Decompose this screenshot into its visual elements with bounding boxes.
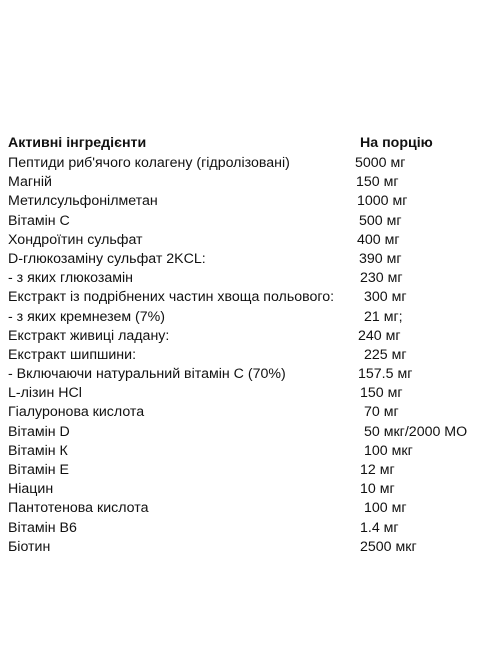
table-row [8,346,478,365]
ingredient-name: Гіалуронова кислота [8,404,145,421]
table-row [8,519,478,538]
ingredient-name: Вітамін К [8,442,68,459]
ingredient-name: L-лізин HCl [8,385,82,402]
table-row [8,461,478,480]
ingredient-amount: 150 мг [356,174,399,191]
ingredient-name: - з яких глюкозамін [8,270,133,287]
table-row [8,499,478,518]
ingredient-name: Екстракт живиці ладану: [8,327,170,344]
ingredient-amount: 21 мг; [364,308,403,325]
ingredient-amount: 150 мг [360,385,403,402]
ingredient-amount: 100 мкг [364,442,413,459]
ingredient-name: Вітамін В6 [8,519,77,536]
ingredient-name: Ніацин [8,481,54,498]
ingredient-amount: 100 мг [364,500,407,517]
ingredient-amount: 230 мг [360,270,403,287]
header-ingredient: Активні інгредієнти [8,135,147,151]
ingredient-amount: 500 мг [359,212,402,229]
ingredient-amount: 157.5 мг [358,366,413,383]
ingredient-name: Магній [8,174,52,191]
ingredient-amount: 12 мг [360,462,395,478]
table-row [8,423,478,442]
table-header [8,133,478,154]
ingredient-name: D-глюкозаміну сульфат 2KCL: [8,250,206,267]
ingredient-name: Пантотенова кислота [8,500,149,517]
table-row [8,384,478,403]
table-row [8,327,478,346]
header-amount: На порцію [360,135,433,151]
table-row [8,365,478,384]
ingredient-amount: 400 мг [357,231,400,248]
table-row [8,250,478,269]
ingredient-amount: 225 мг [364,346,407,363]
ingredient-amount: 1.4 мг [360,519,399,536]
ingredient-amount: 300 мг [364,289,407,306]
ingredient-amount: 240 мг [358,327,401,344]
ingredient-amount: 2500 мкг [360,538,417,555]
ingredient-name: Біотин [8,538,51,555]
ingredient-name: Вітамін Е [8,462,69,478]
table-row [8,231,478,250]
table-row [8,288,478,307]
table-row [8,269,478,288]
ingredient-name: Пептиди риб'ячого колагену (гідролізовані) [8,155,290,171]
ingredient-amount: 50 мкг/2000 МО [364,423,468,440]
ingredient-amount: 10 мг [360,481,395,498]
table-row [8,480,478,499]
ingredient-amount: 390 мг [359,250,402,267]
table-row [8,154,478,173]
ingredients-table [8,133,478,557]
ingredient-name: Вітамін С [8,212,70,229]
table-row [8,538,478,557]
table-row [8,308,478,327]
ingredient-name: - Включаючи натуральний вітамін С (70%) [8,366,286,383]
table-row [8,192,478,211]
ingredient-name: Вітамін D [8,423,70,440]
ingredient-name: Екстракт шипшини: [8,346,137,363]
table-row [8,403,478,422]
ingredient-amount: 5000 мг [355,155,406,171]
table-row [8,212,478,231]
ingredient-name: - з яких кремнезем (7%) [8,308,166,325]
ingredient-amount: 1000 мг [357,193,408,210]
ingredient-name: Метилсульфонілметан [8,193,158,210]
ingredient-amount: 70 мг [364,404,399,421]
table-row [8,442,478,461]
ingredient-name: Екстракт із подрібнених частин хвоща польового: [8,289,335,306]
table-row [8,173,478,192]
ingredient-name: Хондроїтин сульфат [8,231,143,248]
